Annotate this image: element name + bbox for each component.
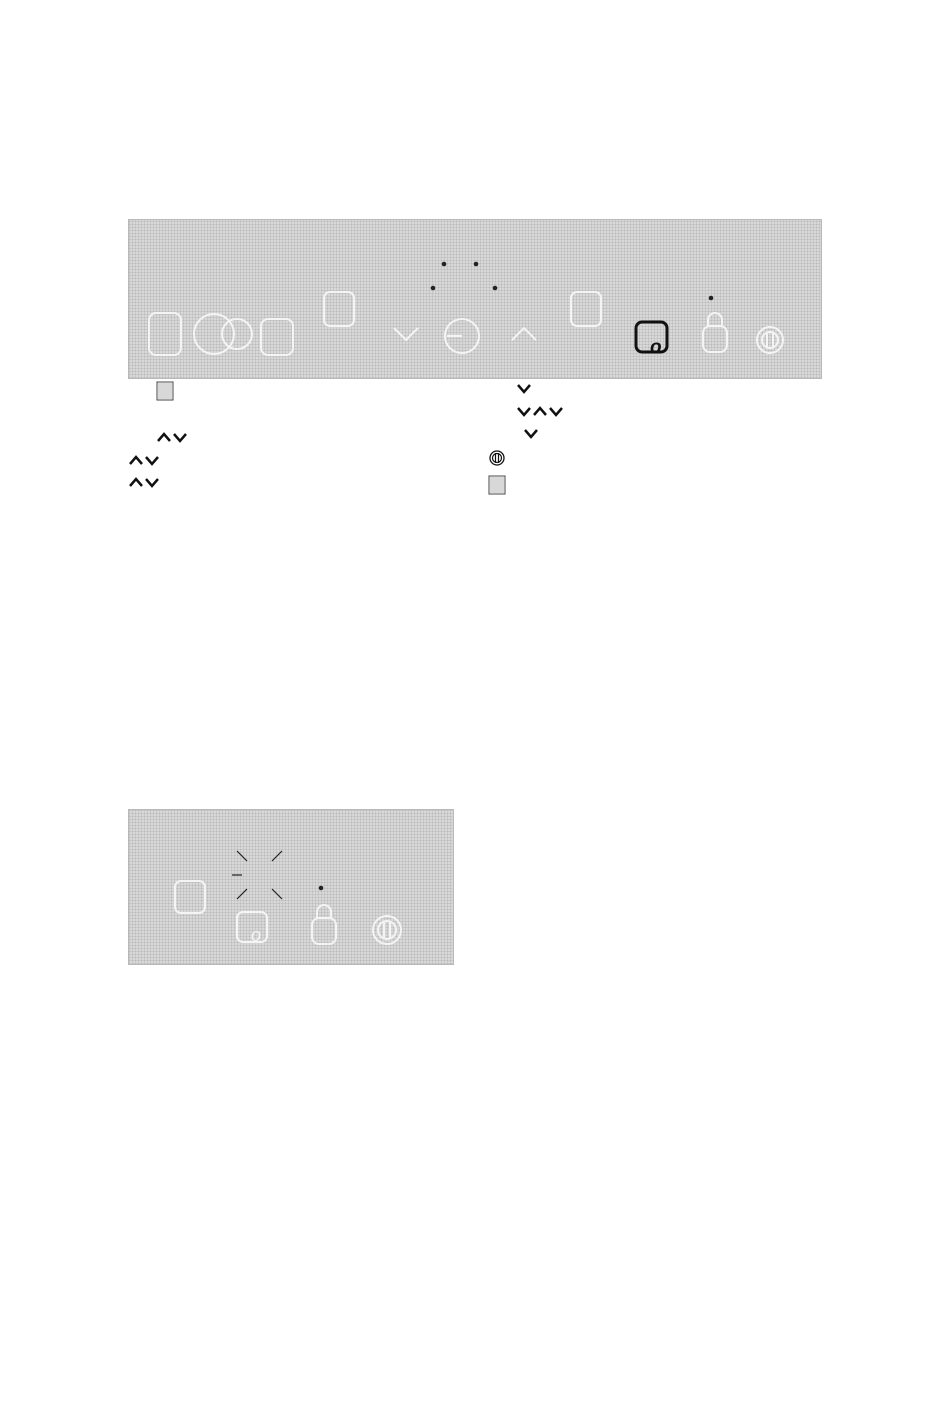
chevron-up-icon [128,474,144,494]
zero-display-symbol-icon [156,381,174,407]
list-item [128,407,473,449]
quick-heat-panel-diagram [128,809,454,965]
paragraph [128,449,473,472]
zone-key-icon-3 [261,319,293,355]
svg-text:o: o [251,925,262,945]
chevron-down-icon [548,403,564,423]
list-item [488,377,828,400]
zone-key-icon-2 [194,314,234,354]
zone-key-icon-1 [149,313,181,355]
quick-heat-key-icon [636,322,667,358]
chevron-up-icon [156,429,172,449]
cooktop-panel-diagram [128,219,822,379]
power-icon [488,450,506,472]
lock-icon [312,905,336,944]
power-icon [373,916,401,944]
power-icon [757,327,783,353]
quick-heat-key-icon [237,912,267,945]
chevron-down-icon [516,403,532,423]
left-column [128,377,473,494]
paragraph [488,475,828,501]
svg-text:o: o [650,337,662,358]
paragraph [488,449,828,472]
chevron-down-icon [144,452,160,472]
chevron-down-icon [172,429,188,449]
minus-chevron-icon [394,328,418,340]
paragraph [128,471,473,494]
zone-key-icon-5 [571,292,601,326]
chevron-down-icon [523,425,539,445]
chevron-down-icon [516,380,532,400]
chevron-down-icon [144,474,160,494]
list-item [488,400,828,423]
list-item [488,422,828,445]
lock-icon [703,326,727,352]
zone-key-icon [175,881,205,913]
zone-key-icon-4 [324,292,354,326]
right-column [488,377,828,501]
list-item-symbol [128,381,473,407]
chevron-up-icon [128,452,144,472]
chevron-up-icon [532,403,548,423]
residual-heat-symbol-icon [488,475,506,501]
plus-chevron-icon [512,328,536,340]
